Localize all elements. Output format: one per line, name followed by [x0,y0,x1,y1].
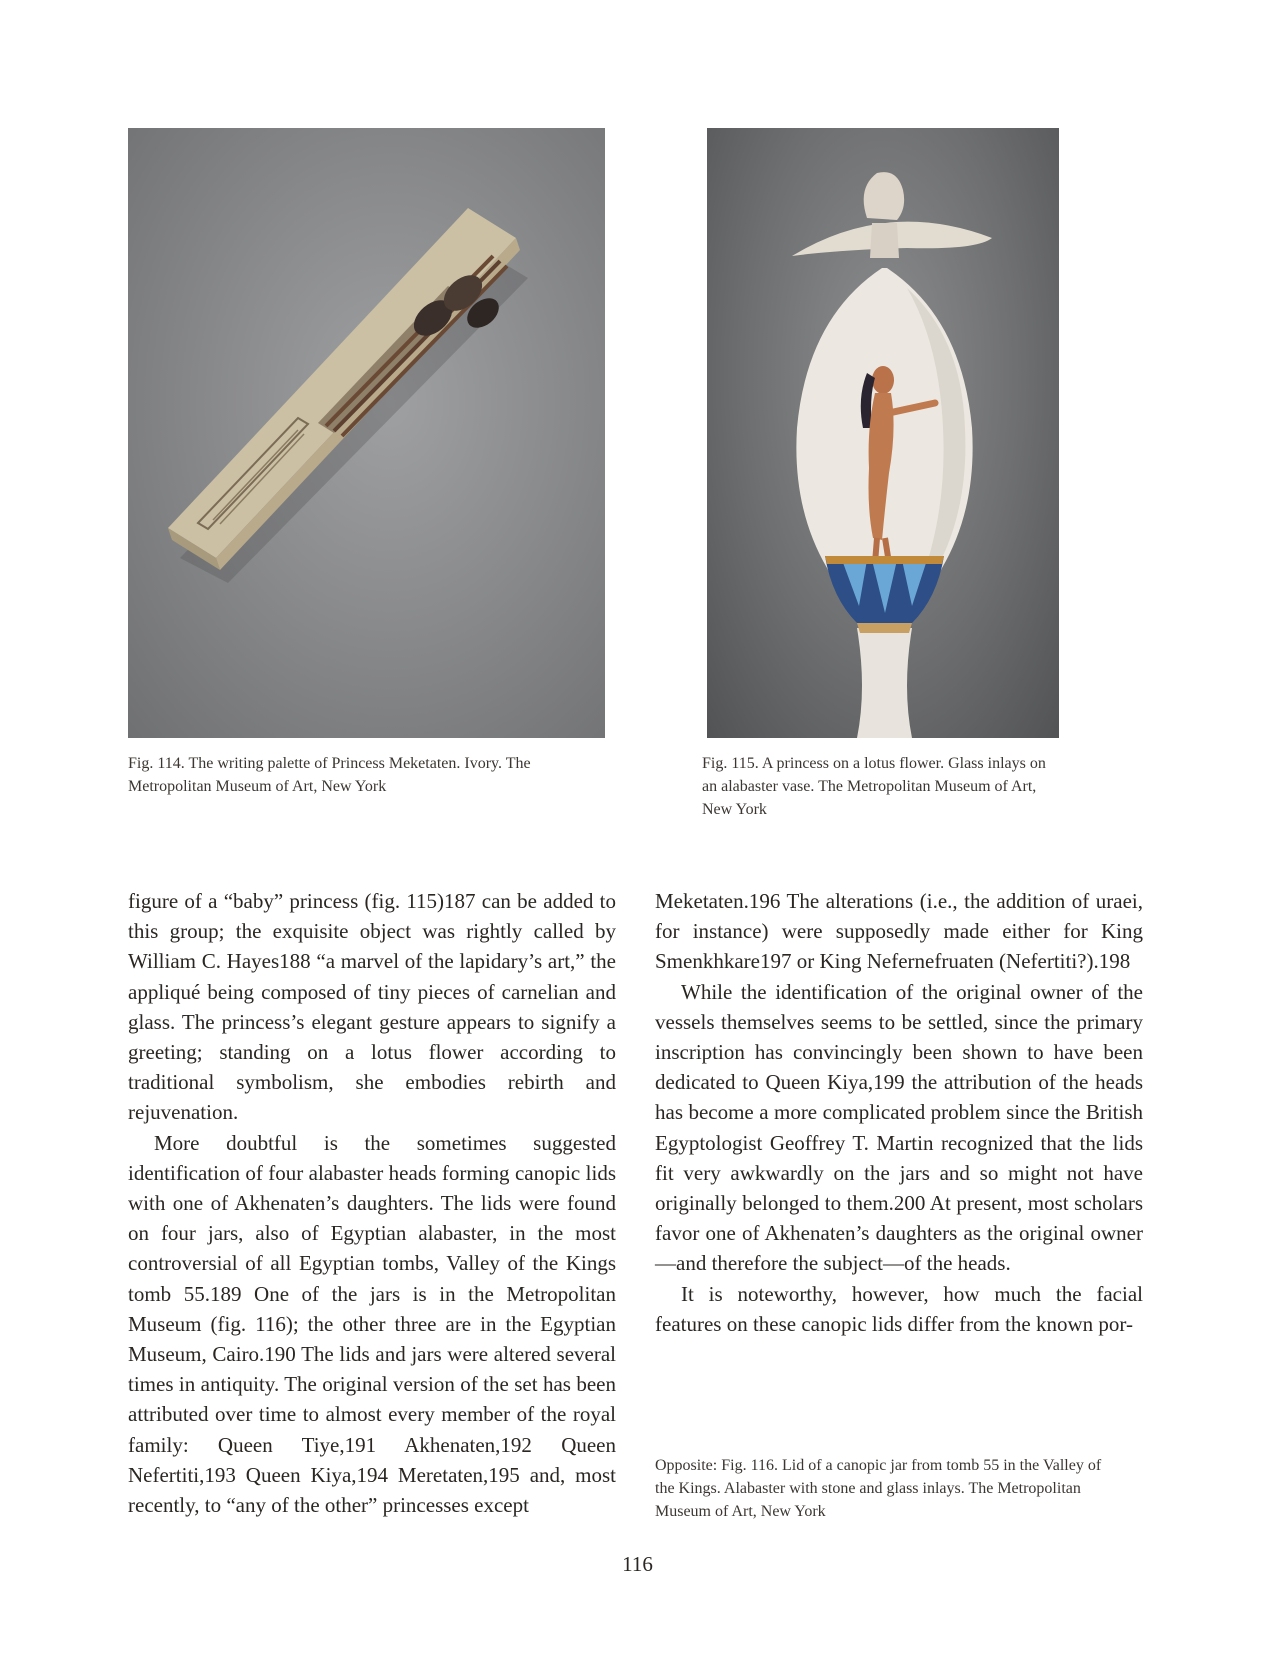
paragraph: While the identification of the original owner of the vessels themselves seems to be settled, since the primary inscription has convincingly been shown to have been dedicated to Queen Kiya,199 the attribution of the heads has become a more complicated problem since the British Egyptologist Geoffrey T. Martin recognized that the lids fit very awkwardly on the jars and so might not have originally belonged to them.200 At present, most scholars favor one of Akhenaten’s daughters as the original owner—and therefore the subject—of the heads. [655,979,1143,1276]
figure-115-caption: Fig. 115. A princess on a lotus flower. Glass inlays on an alabaster vase. The Metropolitan Museum of Art, New York [702,755,1046,818]
figure-114-image [128,128,605,738]
paragraph: More doubtful is the sometimes suggested identification of four alabaster heads forming canopic lids with one of Akhenaten’s daughters. The lids were found on four jars, also of Egyptian alabaster, in the most controversial of all Egyptian tombs, Valley of the Kings tomb 55.189 One of the jars is in the Metropolitan Museum (fig. 116); the other three are in the Egyptian Museum, Cairo.190 The lids and jars were altered several times in antiquity. The original version of the set has been attributed over time to almost every member of the royal family: Queen Tiye,191 Akhenaten,192 Queen Nefertiti,193 Queen Kiya,194 Meretaten,195 and, most recently, to “any of the other” princesses except [128,1130,616,1518]
page-number: 116 [622,1552,653,1576]
paragraph: Meketaten.196 The alterations (i.e., the addition of uraei, for instance) were supposedly made either for King Smenkhkare197 or King Nefernefruaten (Nefertiti?).198 [655,889,1143,974]
opposite-figure-caption: Opposite: Fig. 116. Lid of a canopic jar from tomb 55 in the Valley of the Kings. Alabaster with stone and glass inlays. The Metropolitan Museum of Art, New York [655,1457,1102,1520]
alabaster-vase-photo [707,128,1059,738]
body-right-column [655,886,1143,1339]
paragraph: It is noteworthy, however, how much the facial features on these canopic lids differ from the known por- [655,1281,1143,1336]
body-left-column [128,886,616,1520]
figure-114-caption: Fig. 114. The writing palette of Princess Meketaten. Ivory. The Metropolitan Museum of Art, New York [128,755,531,795]
paragraph: figure of a “baby” princess (fig. 115)187 can be added to this group; the exquisite object was rightly called by William C. Hayes188 “a marvel of the lapidary’s art,” the appliqué being composed of tiny pieces of carnelian and glass. The princess’s elegant gesture appears to signify a greeting; standing on a lotus flower according to traditional symbolism, she embodies rebirth and rejuvenation. [128,889,616,1125]
figure-115-image [707,128,1059,738]
writing-palette-photo [128,128,605,738]
